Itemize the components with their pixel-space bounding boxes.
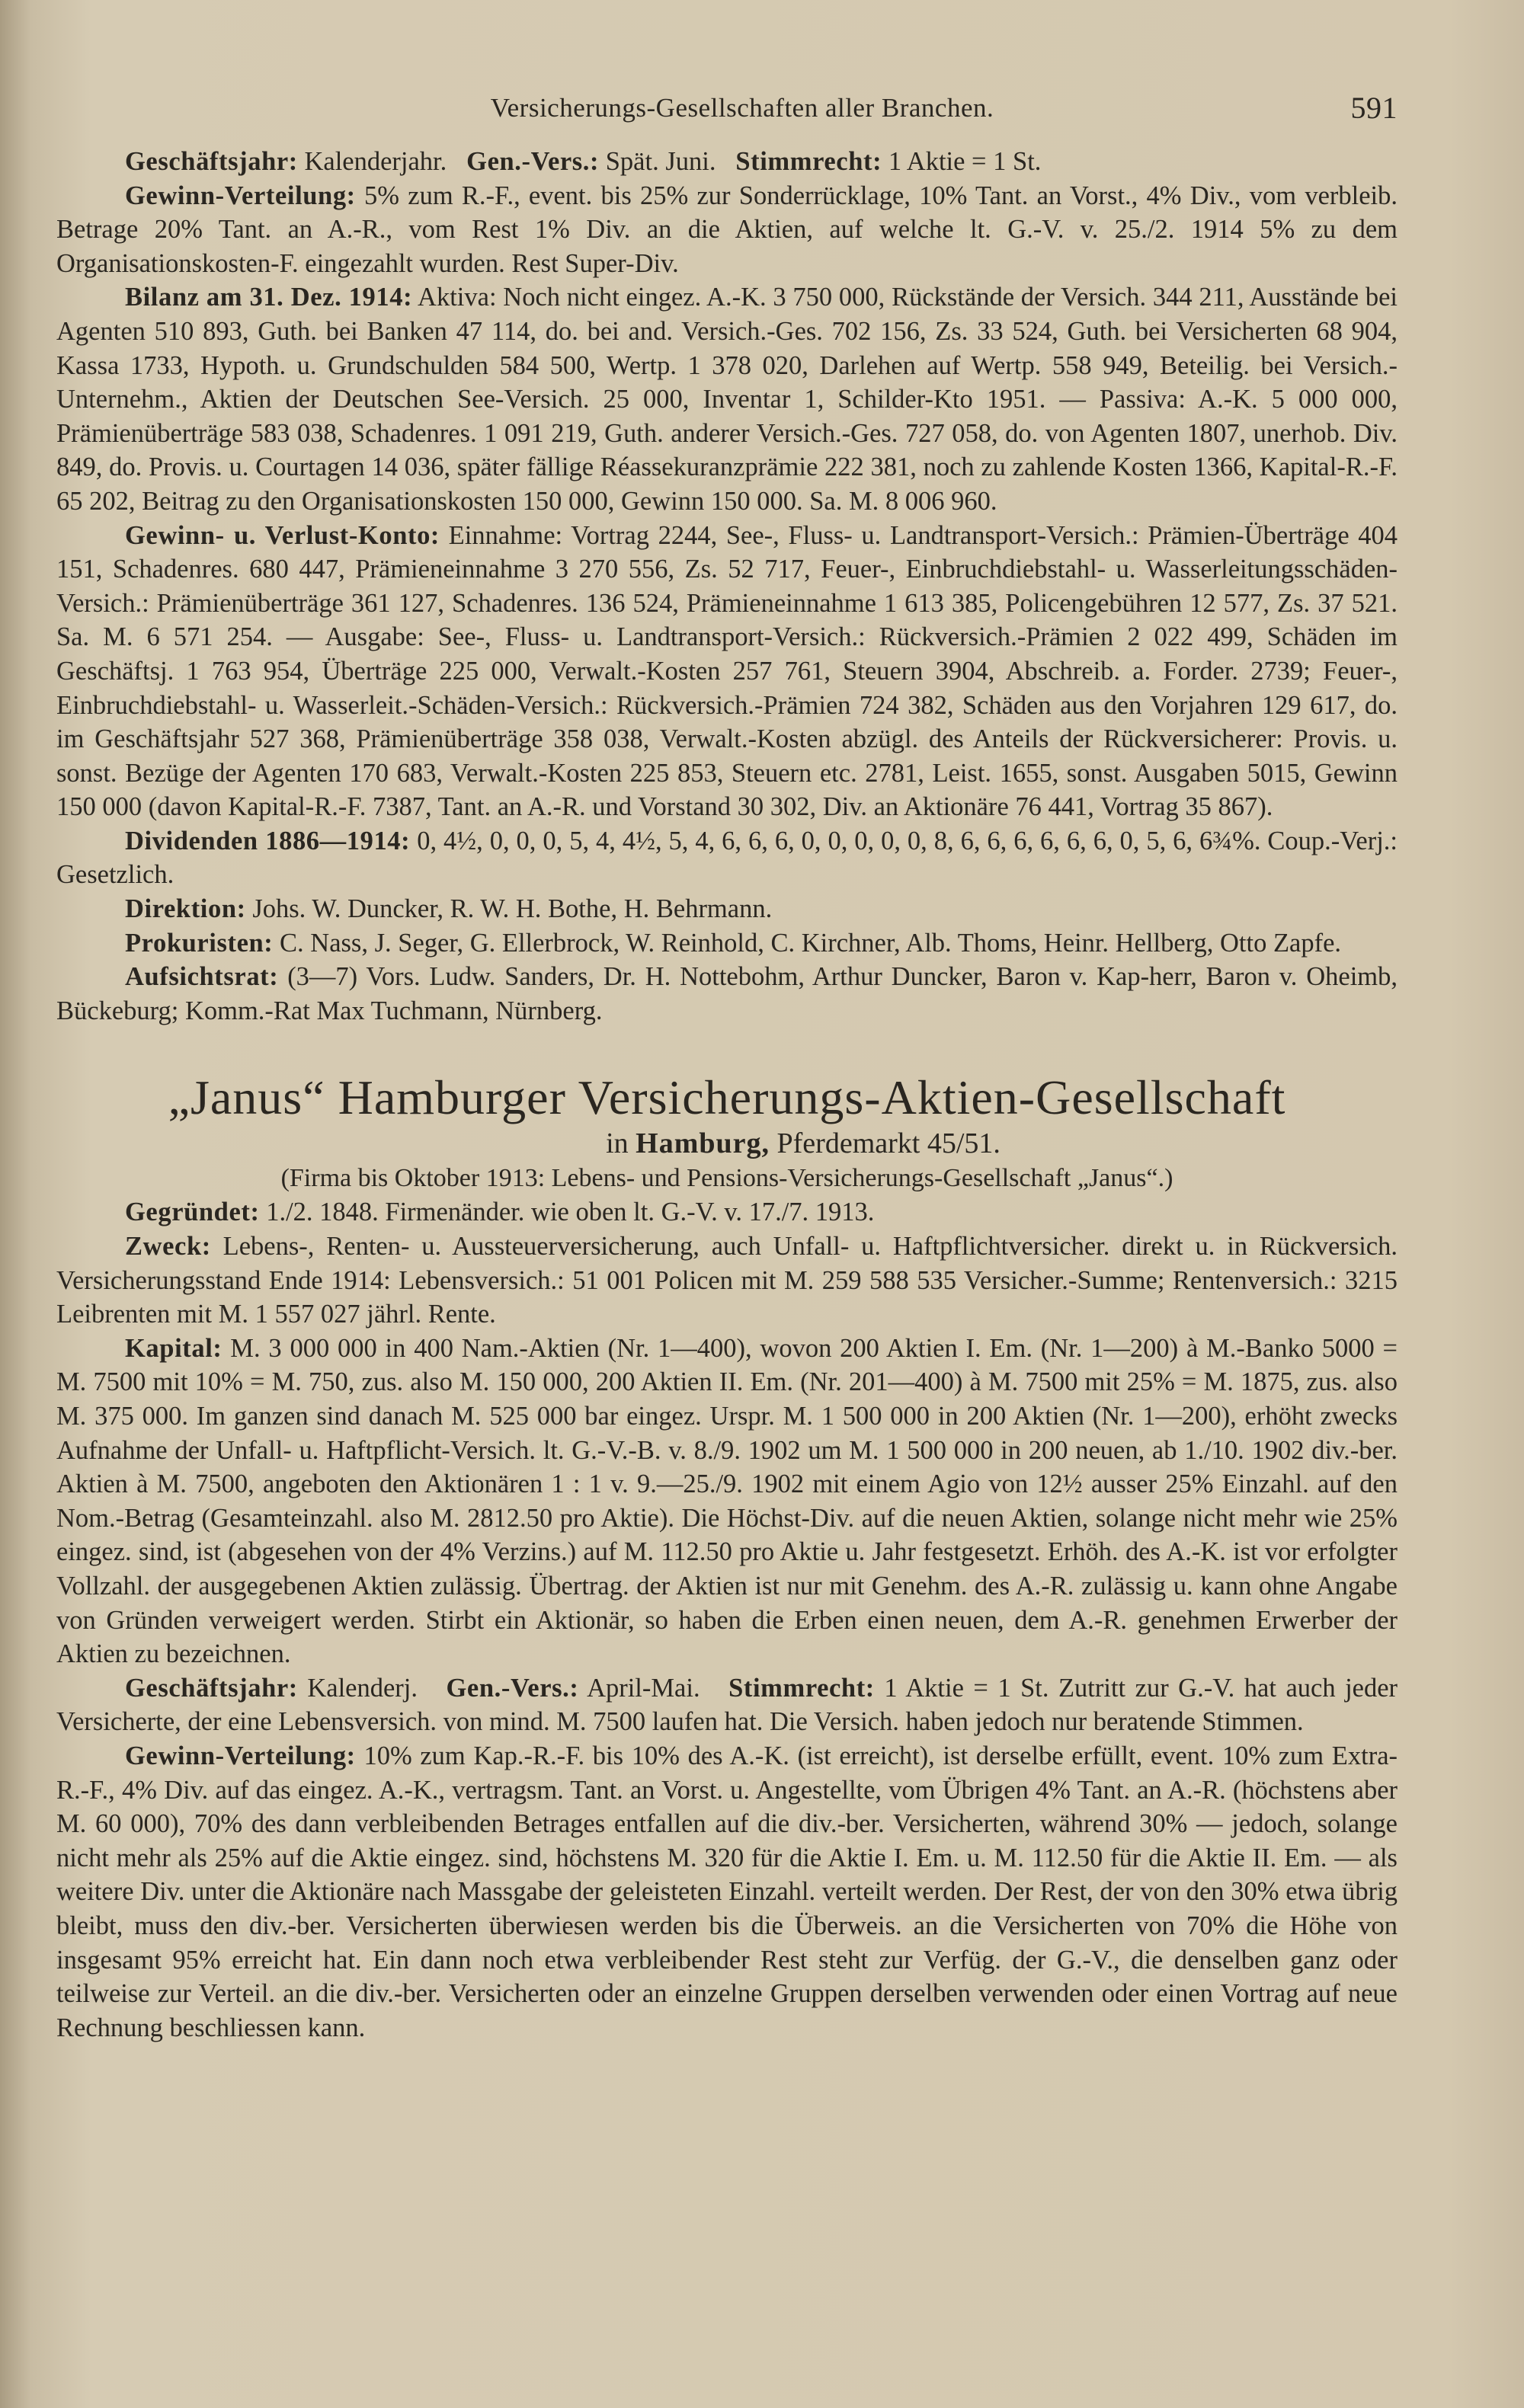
text-geschaeftsjahr: Kalenderjahr. (304, 147, 447, 176)
entry-gewinnverteilung-2 (56, 1739, 1398, 2045)
label-aufsichtsrat: Aufsichtsrat: (125, 962, 279, 992)
page-header (56, 91, 1398, 145)
entry-gewinnverteilung (56, 179, 1398, 281)
label-prokuristen: Prokuristen: (125, 928, 274, 958)
label-stimmrecht: Stimmrecht: (735, 147, 882, 176)
entry-geschaeftsjahr (56, 145, 1398, 179)
label-dividenden: Dividenden 1886—1914: (125, 826, 411, 855)
label-gewinnverteilung-2: Gewinn-Verteilung: (125, 1741, 356, 1770)
text-genvers: Spät. Juni. (605, 147, 716, 176)
former-company-name: (Firma bis Oktober 1913: Lebens- und Pensions-Versicherungs-Gesellschaft „Janus“.) (280, 1164, 1173, 1193)
label-geschaeftsjahr: Geschäftsjahr: (125, 147, 298, 176)
label-gegruendet: Gegründet: (125, 1198, 260, 1227)
text-dividenden: 0, 4½, 0, 0, 0, 5, 4, 4½, 5, 4, 6, 6, 6, 0, 0, 0, 0, 0, 8, 6, 6, 6, 6, 6, 6, 0, 5, 6, 6¾%. Coup.-Verj.: Gesetzlich. (56, 826, 1398, 890)
label-direktion: Direktion: (125, 894, 246, 924)
text-prokuristen: C. Nass, J. Seger, G. Ellerbrock, W. Reinhold, C. Kirchner, Alb. Thoms, Heinr. Hellberg, Otto Zapfe. (280, 928, 1342, 958)
label-geschaeftsjahr-2: Geschäftsjahr: (125, 1673, 298, 1703)
text-zweck: Lebens-, Renten- u. Aussteuerversicherung, auch Unfall- u. Haftpflichtversicher. direkt u. in Rückversich. Versicherungsstand Ende 1914: Lebensversich.: 51 001 Policen mit M. 259 588 535 Versicher.-Summe; Rentenversich.: 3215 Leibrenten mit M. 1 557 027 jährl. Rente. (56, 1232, 1398, 1329)
label-zweck: Zweck: (125, 1232, 211, 1262)
location-prefix: in (606, 1127, 629, 1160)
text-kapital: M. 3 000 000 in 400 Nam.-Aktien (Nr. 1—400), wovon 200 Aktien I. Em. (Nr. 1—200) à M.-Banko 5000 = M. 7500 mit 10% = M. 750, zus. also M. 150 000, 200 Aktien II. Em. (Nr. 201—400) à M. 7500 mit 25% = M. 1875, zus. also M. 375 000. Im ganzen sind danach M. 525 000 bar eingez. Urspr. M. 1 500 000 in 200 Aktien (Nr. 1—200), erhöht zwecks Aufnahme der Unfall- u. Haftpflicht-Versich. lt. G.-V.-B. v. 8./9. 1902 um M. 1 500 000 in 200 neuen, ab 1./10. 1902 div.-ber. Aktien à M. 7500, angeboten den Aktionären 1 : 1 v. 9.—25./9. 1902 mit einem Agio von 12½ ausser 25% Einzahl. auf den Nom.-Betrag (Gesamteinzahl. also M. 2812.50 pro Aktie). Die Höchst-Div. auf die neuen Aktien, solange nicht mehr wie 25% eingez. sind, ist (abgesehen von der 4% Verzins.) auf M. 112.50 pro Aktie u. Jahr festgesetzt. Erhöh. des A.-K. ist vor erfolgter Vollzahl. der ausgegebenen Aktien zulässig. Übertrag. der Aktien ist nur mit Genehm. des A.-R. zulässig u. kann ohne Angabe von Gründen verweigert werden. Stirbt ein Aktionär, so haben die Erben einen neuen, dem A.-R. genehmen Erwerber der Aktien zu bezeichnen. (56, 1333, 1398, 1669)
entry-dividenden (56, 824, 1398, 892)
page-number: 591 (1350, 91, 1398, 125)
location-address: Pferdemarkt 45/51. (776, 1127, 1001, 1160)
text-stimmrecht: 1 Aktie = 1 St. (888, 147, 1042, 176)
text-direktion: Johs. W. Duncker, R. W. H. Bothe, H. Behrmann. (252, 894, 773, 924)
entry-bilanz (56, 280, 1398, 518)
text-guv: Einnahme: Vortrag 2244, See-, Fluss- u. Landtransport-Versich.: Prämien-Überträge 404 151, Schadenres. 680 447, Prämieneinnahme 3 270 556, Zs. 52 717, Feuer-, Einbruchdiebstahl- u. Wasserleitungsschäden-Versich.: Prämienüberträge 361 127, Schadenres. 136 524, Prämieneinnahme 1 613 385, Policengebühren 12 577, Zs. 37 521. Sa. M. 6 571 254. — Ausgabe: See-, Fluss- u. Landtransport-Versich.: Rückversich.-Prämien 2 022 499, Schäden im Geschäftsj. 1 763 954, Überträge 225 000, Verwalt.-Kosten 257 761, Steuern 3904, Abschreib. a. Forder. 2739; Feuer-, Einbruchdiebstahl- u. Wasserleit.-Schäden-Versich.: Rückversich.-Prämien 724 382, Schäden aus den Vorjahren 129 617, do. im Geschäftsjahr 527 368, Prämienüberträge 358 038, Verwalt.-Kosten abzügl. des Anteils der Rückversicherer: Provis. u. sonst. Bezüge der Agenten 170 683, Verwalt.-Kosten 225 853, Steuern etc. 2781, Leist. 1655, sonst. Ausgaben 5015, Gewinn 150 000 (davon Kapital-R.-F. 7387, Tant. an A.-R. und Vorstand 30 302, Div. an Aktionäre 76 441, Vortrag 35 867). (56, 520, 1398, 822)
book-page (56, 91, 1398, 2045)
company-heading: „Janus“ Hamburger Versicherungs-Aktien-Gesellschaft (168, 1070, 1286, 1125)
label-gewinnverteilung: Gewinn-Verteilung: (125, 181, 356, 210)
company-location (209, 1125, 1398, 1162)
entry-kapital (56, 1332, 1398, 1671)
running-title: Versicherungs-Gesellschaften aller Branchen. (490, 93, 994, 123)
entry-zweck (56, 1230, 1398, 1332)
entry-prokuristen (56, 926, 1398, 961)
text-gegruendet: 1./2. 1848. Firmenänder. wie oben lt. G.-V. v. 17./7. 1913. (266, 1198, 875, 1227)
label-bilanz: Bilanz am 31. Dez. 1914: (125, 283, 413, 312)
text-gewinnverteilung-2: 10% zum Kap.-R.-F. bis 10% des A.-K. (ist erreicht), ist derselbe erfüllt, event. 10% zum Extra-R.-F., 4% Div. auf das eingez. A.-K., vertragsm. Tant. an Vorst. u. Angestellte, vom Übrigen 4% Tant. an A.-R. (höchstens aber M. 60 000), 70% des dann verbleibenden Betrages entfallen auf die div.-ber. Versicherten, während 30% — jedoch, solange nicht mehr als 25% auf die Aktie eingez. sind, höchstens M. 320 für die Aktie I. Em. u. M. 112.50 für die Aktie II. Em. — als weitere Div. unter die Aktionäre nach Massgabe der geleisteten Einzahl. verteilt werden. Der Rest, der von den 30% etwa übrig bleibt, muss den div.-ber. Versicherten überwiesen werden bis die Überweis. an die Versicherten von 70% die Höhe von insgesamt 95% erreicht hat. Ein dann noch etwa verbleibender Rest steht zur Verfüg. der G.-V., die denselben ganz oder teilweise zur Verteil. an die div.-ber. Versicherten oder an einzelne Gruppen derselben verwenden oder einen Vortrag auf neue Rechnung beschliessen kann. (56, 1741, 1398, 2042)
entry-direktion (56, 892, 1398, 926)
text-aufsichtsrat: (3—7) Vors. Ludw. Sanders, Dr. H. Nottebohm, Arthur Duncker, Baron v. Kap-herr, Baron v. Oheimb, Bückeburg; Komm.-Rat Max Tuchmann, Nürnberg. (56, 962, 1398, 1025)
entry-geschaeftsjahr-2 (56, 1671, 1398, 1739)
label-kapital: Kapital: (125, 1333, 223, 1363)
location-city: Hamburg, (636, 1127, 770, 1160)
label-genvers-2: Gen.-Vers.: (446, 1673, 579, 1703)
label-genvers: Gen.-Vers.: (466, 147, 600, 176)
entry-aufsichtsrat (56, 960, 1398, 1028)
text-gewinnverteilung: 5% zum R.-F., event. bis 25% zur Sonderrücklage, 10% Tant. an Vorst., 4% Div., vom verbleib. Betrage 20% Tant. an A.-R., vom Rest 1% Div. an die Aktien, auf welche lt. G.-V. v. 25./2. 1914 5% zu dem Organisationskosten-F. eingezahlt wurden. Rest Super-Div. (56, 181, 1398, 278)
text-stimmrecht-2: 1 Aktie = 1 St. Zutritt zur G.-V. hat auch jeder Versicherte, der eine Lebensversich. von mind. M. 7500 laufen hat. Die Versich. haben jedoch nur beratende Stimmen. (56, 1673, 1398, 1737)
label-guv: Gewinn- u. Verlust-Konto: (125, 520, 440, 550)
text-bilanz: Aktiva: Noch nicht eingez. A.-K. 3 750 000, Rückstände der Versich. 344 211, Ausstände bei Agenten 510 893, Guth. bei Banken 47 114, do. bei and. Versich.-Ges. 702 156, Zs. 33 524, Guth. bei Versicherten 68 904, Kassa 1733, Hypoth. u. Grundschulden 584 500, Wertp. 1 378 020, Darlehen auf Wertp. 558 949, Beteilig. bei Versich.-Unternehm., Aktien der Deutschen See-Versich. 25 000, Inventar 1, Schilder-Kto 1951. — Passiva: A.-K. 5 000 000, Prämienüberträge 583 038, Schadenres. 1 091 219, Guth. anderer Versich.-Ges. 727 058, do. von Agenten 1807, unerhob. Div. 849, do. Provis. u. Courtagen 14 036, später fällige Réassekuranzprämie 222 381, noch zu zahlende Kosten 1366, Kapital-R.-F. 65 202, Beitrag zu den Organisationskosten 150 000, Gewinn 150 000. Sa. M. 8 006 960. (56, 283, 1398, 516)
text-geschaeftsjahr-2: Kalenderj. (307, 1673, 418, 1703)
label-stimmrecht-2: Stimmrecht: (728, 1673, 875, 1703)
entry-gegruendet (56, 1195, 1398, 1230)
entry-guv (56, 519, 1398, 824)
text-genvers-2: April-Mai. (587, 1673, 700, 1703)
